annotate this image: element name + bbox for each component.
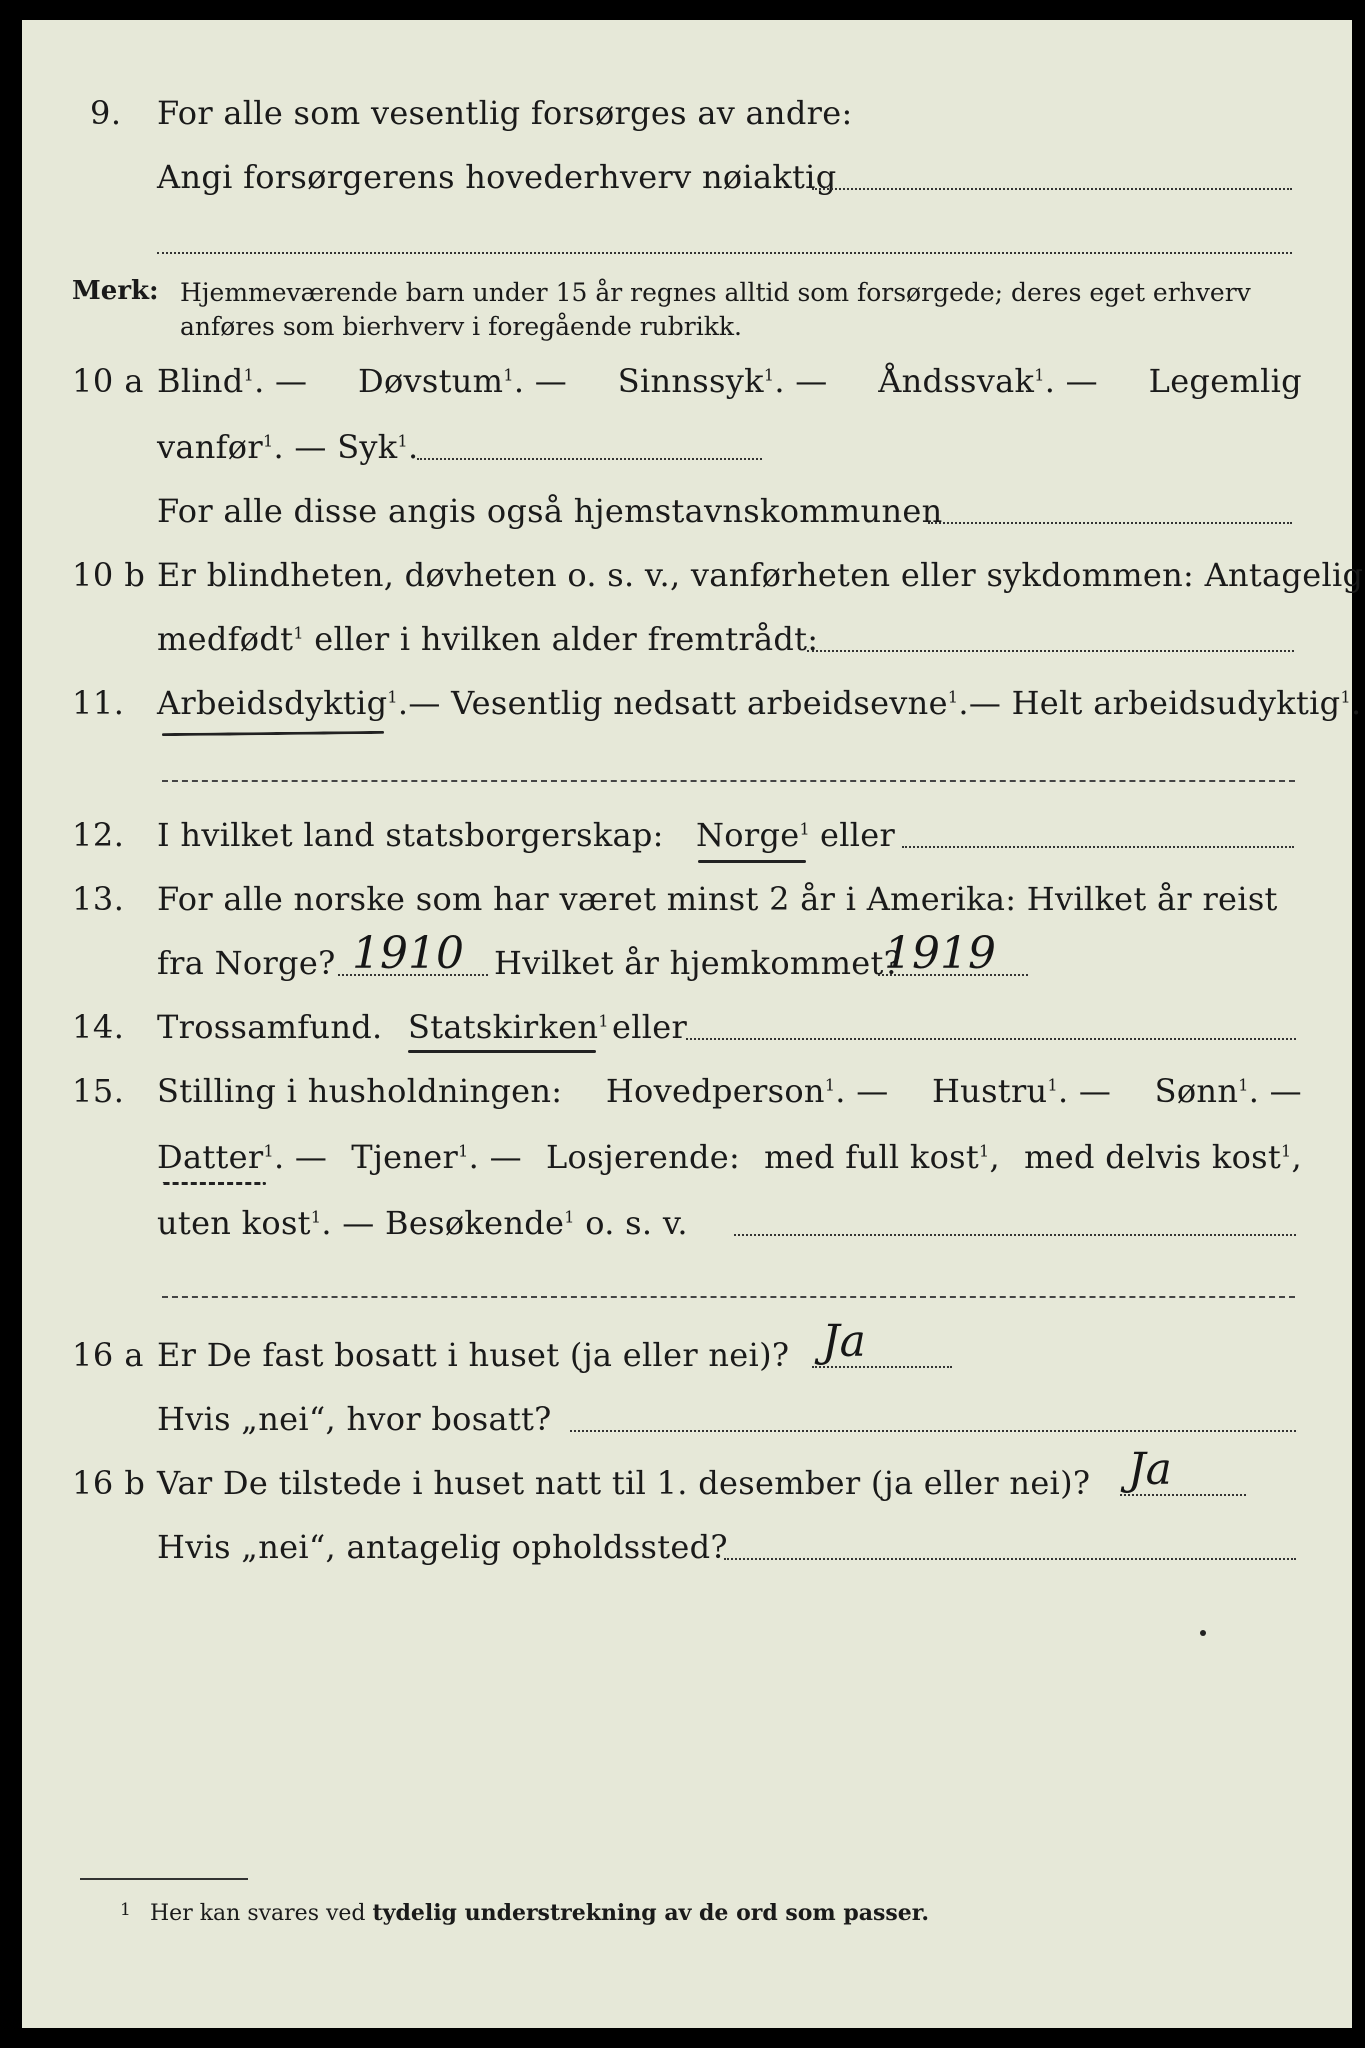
norge-underline bbox=[698, 860, 806, 863]
q10a-line3: For alle disse angis også hjemstavnskommunen bbox=[157, 492, 943, 530]
q9-number: 9. bbox=[90, 94, 122, 132]
arbeidsdyktig-underline bbox=[162, 731, 384, 736]
opt-datter: Datter$^1$. — bbox=[157, 1138, 328, 1176]
q10a-number: 10 a bbox=[72, 362, 144, 400]
q10b-answer-field[interactable] bbox=[807, 650, 1294, 652]
q10a-answer-field[interactable] bbox=[417, 458, 762, 460]
q16b-number: 16 b bbox=[72, 1464, 146, 1502]
opt-delvis-kost: med delvis kost$^1$, bbox=[1024, 1138, 1302, 1176]
opt-udyktig: — Helt arbeidsudyktig$^1$. bbox=[968, 684, 1362, 722]
q13-fra: fra Norge? bbox=[157, 944, 336, 982]
q10a-hjemstavn-field[interactable] bbox=[928, 522, 1292, 524]
section-divider-2 bbox=[162, 1296, 1295, 1298]
q13-line1: For alle norske som har været minst 2 år i Amerika: Hvilket år reist bbox=[157, 880, 1278, 918]
section-divider-1 bbox=[162, 780, 1295, 782]
opt-full-kost: med full kost$^1$, bbox=[764, 1138, 1001, 1176]
opt-losjerende: Losjerende: bbox=[545, 1138, 741, 1176]
q16b-line2: Hvis „nei“, antagelig opholdssted? bbox=[157, 1528, 728, 1566]
q10a-line2: vanfør$^1$. — Syk$^1$. bbox=[157, 428, 419, 466]
q15-line2 bbox=[157, 1138, 1302, 1176]
footnote-text: Her kan svares ved tydelig understrekning av de ord som passer. bbox=[150, 1900, 930, 1926]
q16a-line2: Hvis „nei“, hvor bosatt? bbox=[157, 1400, 552, 1438]
merk-label: Merk: bbox=[72, 276, 159, 306]
opt-dovstum: Døvstum$^1$. — bbox=[357, 362, 568, 400]
q9-line2: Angi forsørgerens hovederhverv nøiaktig bbox=[157, 158, 837, 196]
q14-text: Trossamfund. bbox=[157, 1008, 383, 1046]
q13-reist-answer: 1910 bbox=[352, 928, 464, 979]
q10b-line2: medfødt$^1$ eller i hvilken alder fremtrådt: bbox=[157, 620, 819, 658]
q16b-line1: Var De tilstede i huset natt til 1. desember (ja eller nei)? bbox=[157, 1464, 1091, 1502]
opt-tjener: Tjener$^1$. — bbox=[351, 1138, 522, 1176]
q9-line1: For alle som vesentlig forsørges av andre: bbox=[157, 94, 853, 132]
opt-blind: Blind$^1$. — bbox=[157, 362, 308, 400]
opt-legemlig: Legemlig bbox=[1148, 362, 1302, 400]
q15-answer-field[interactable] bbox=[734, 1234, 1296, 1236]
statskirken-underline bbox=[408, 1050, 596, 1053]
opt-andssvak: Åndssvak$^1$. — bbox=[878, 362, 1098, 400]
census-form-page bbox=[22, 20, 1364, 2028]
q11-line bbox=[157, 684, 1362, 722]
merk-line1: Hjemmeværende barn under 15 år regnes alltid som forsørgede; deres eget erhverv bbox=[180, 278, 1251, 307]
opt-norge: Norge$^1$ bbox=[696, 816, 810, 854]
q16b-answer: Ja bbox=[1128, 1444, 1172, 1495]
q15-number: 15. bbox=[72, 1072, 125, 1110]
q11-number: 11. bbox=[72, 684, 125, 722]
opt-sinnssyk: Sinnssyk$^1$. — bbox=[617, 362, 828, 400]
q15-line3: uten kost$^1$. — Besøkende$^1$ o. s. v. bbox=[157, 1204, 688, 1242]
q12-text: I hvilket land statsborgerskap: bbox=[157, 816, 664, 854]
opt-nedsatt: — Vesentlig nedsatt arbeidsevne$^1$. bbox=[408, 684, 969, 722]
opt-arbeidsdyktig: Arbeidsdyktig$^1$. bbox=[157, 684, 409, 722]
q16b-opholdssted-field[interactable] bbox=[724, 1558, 1296, 1560]
q10a-line1 bbox=[157, 362, 1302, 400]
footnote-mark: 1 bbox=[120, 1900, 131, 1920]
q13-hjem: Hvilket år hjemkommet? bbox=[494, 944, 902, 982]
q9-answer-field-2[interactable] bbox=[157, 252, 1292, 254]
q10b-line1: Er blindheten, døvheten o. s. v., vanførheten eller sykdommen: Antagelig bbox=[157, 556, 1364, 594]
q16a-bosatt-field[interactable] bbox=[570, 1430, 1296, 1432]
opt-hustru: Hustru$^1$. — bbox=[931, 1072, 1112, 1110]
opt-statskirken: Statskirken$^1$ bbox=[408, 1008, 609, 1046]
opt-sonn: Sønn$^1$. — bbox=[1154, 1072, 1302, 1110]
q13-hjem-answer: 1919 bbox=[884, 928, 996, 979]
merk-line2: anføres som bierhverv i foregående rubrikk. bbox=[180, 312, 742, 341]
q12-number: 12. bbox=[72, 816, 125, 854]
ink-speck bbox=[1200, 1630, 1206, 1636]
q12-eller: eller bbox=[820, 816, 896, 854]
datter-underline bbox=[162, 1182, 266, 1185]
opt-uten-kost: uten kost$^1$. — bbox=[157, 1204, 375, 1242]
q12-answer-field[interactable] bbox=[902, 846, 1294, 848]
opt-besokende: Besøkende$^1$ bbox=[385, 1204, 575, 1242]
q16a-answer: Ja bbox=[822, 1316, 866, 1367]
q9-answer-field[interactable] bbox=[812, 188, 1292, 190]
q14-answer-field[interactable] bbox=[686, 1038, 1296, 1040]
opt-hovedperson: Hovedperson$^1$. — bbox=[605, 1072, 889, 1110]
q16a-line1: Er De fast bosatt i huset (ja eller nei)? bbox=[157, 1336, 790, 1374]
q16a-number: 16 a bbox=[72, 1336, 144, 1374]
q15-line1: Stilling i husholdningen: Hovedperson$^1$. — Hustru$^1$. — Sønn$^1$. — bbox=[157, 1072, 1302, 1110]
q14-number: 14. bbox=[72, 1008, 125, 1046]
footnote-rule bbox=[80, 1878, 248, 1880]
q10b-number: 10 b bbox=[72, 556, 146, 594]
q13-number: 13. bbox=[72, 880, 125, 918]
q14-eller: eller bbox=[612, 1008, 688, 1046]
